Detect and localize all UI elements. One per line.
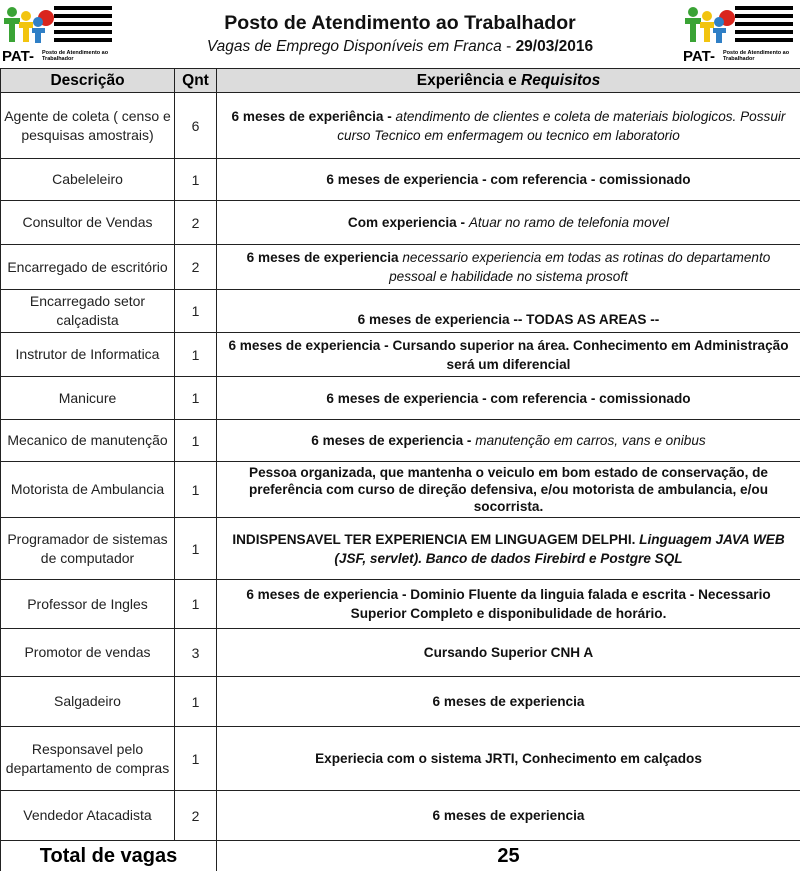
table-row (1, 333, 800, 377)
requirement-bold: 6 meses de experiencia (246, 250, 403, 265)
requirement-bold: Cursando Superior CNH A (423, 645, 594, 660)
table-row (1, 518, 800, 580)
job-description: Cabeleleiro (1, 159, 175, 201)
job-description: Mecanico de manutenção (1, 420, 175, 462)
table-row (1, 201, 800, 245)
requirement-italic: necessario experiencia em todas as rotinas do departamento pessoal e habilidade no sistema prosoft (389, 250, 771, 284)
job-description: Salgadeiro (1, 677, 175, 727)
job-quantity: 2 (175, 791, 217, 841)
job-quantity: 1 (175, 727, 217, 791)
table-row (1, 580, 800, 629)
job-quantity: 1 (175, 580, 217, 629)
requirement-italic: manutenção em carros, vans e onibus (475, 433, 706, 448)
job-requirements (217, 245, 800, 290)
column-header-requirements-plain: Experiência e (416, 71, 522, 89)
requirement-italic: atendimento de clientes e coleta de materiais biologicos. Possuir curso Tecnico em enfermagem ou tecnico em laboratorio (337, 108, 786, 143)
job-description: Promotor de vendas (1, 629, 175, 677)
job-requirements (217, 93, 800, 159)
requirement-italic: Atuar no ramo de telefonia movel (468, 215, 670, 230)
table-row (1, 462, 800, 518)
job-requirements (217, 580, 800, 629)
pat-logo-subtext: Posto de Atendimento ao Trabalhador (723, 50, 790, 62)
job-requirements (217, 201, 800, 245)
job-requirements (217, 791, 800, 841)
job-requirements (217, 727, 800, 791)
job-requirements (217, 629, 800, 677)
requirement-bold: 6 meses de experiencia (432, 808, 585, 823)
table-row (1, 420, 800, 462)
table-row (1, 791, 800, 841)
job-quantity: 2 (175, 245, 217, 290)
requirement-bold: INDISPENSAVEL TER EXPERIENCIA EM LINGUAGEM DELPHI. (232, 531, 640, 547)
pat-logo-icon (683, 4, 795, 48)
job-requirements (217, 377, 800, 420)
requirement-bold: 6 meses de experiencia - com referencia - comissionado (326, 390, 691, 406)
job-quantity: 1 (175, 333, 217, 377)
job-requirements (217, 518, 800, 580)
requirement-italic: Linguagem JAVA WEB (JSF, servlet). Banco de dados Firebird e Postgre SQL (334, 531, 785, 566)
job-quantity: 1 (175, 462, 217, 518)
pat-logo-icon (2, 4, 114, 48)
table-row (1, 377, 800, 420)
requirement-bold: 6 meses de experiencia (432, 694, 585, 709)
job-requirements (217, 333, 800, 377)
total-row (1, 841, 800, 871)
column-header-requirements (217, 69, 800, 93)
job-description: Responsavel pelo departamento de compras (1, 727, 175, 791)
job-quantity: 1 (175, 377, 217, 420)
requirement-bold: 6 meses de experiência - (231, 108, 396, 124)
job-description: Manicure (1, 377, 175, 420)
table-row (1, 727, 800, 791)
table-header-row (1, 69, 800, 93)
job-quantity: 2 (175, 201, 217, 245)
job-requirements (217, 290, 800, 333)
requirement-bold: 6 meses de experiencia - Cursando superior na área. Conhecimento em Administração será um diferencial (228, 337, 789, 372)
job-vacancies-table (0, 68, 800, 871)
pat-logo-left (2, 4, 114, 66)
job-requirements (217, 462, 800, 518)
table-row (1, 677, 800, 727)
pat-logo-label: PAT- (683, 48, 715, 65)
pat-logo-right (683, 4, 795, 66)
subtitle-separator: - (501, 38, 516, 55)
column-header-requirements-italic: Requisitos (521, 71, 601, 89)
job-requirements (217, 677, 800, 727)
subtitle-place: Vagas de Emprego Disponíveis em Franca (206, 38, 502, 55)
requirement-bold: Com experiencia - (347, 215, 469, 230)
table-row (1, 93, 800, 159)
job-description: Instrutor de Informatica (1, 333, 175, 377)
pat-logo-subtext: Posto de Atendimento ao Trabalhador (42, 50, 109, 62)
job-description: Consultor de Vendas (1, 201, 175, 245)
job-requirements (217, 420, 800, 462)
table-row (1, 290, 800, 333)
job-quantity: 6 (175, 93, 217, 159)
job-quantity: 3 (175, 629, 217, 677)
requirement-bold: 6 meses de experiencia - (311, 433, 476, 448)
job-quantity: 1 (175, 159, 217, 201)
job-quantity: 1 (175, 518, 217, 580)
table-row (1, 629, 800, 677)
job-quantity: 1 (175, 290, 217, 333)
job-description: Programador de sistemas de computador (1, 518, 175, 580)
job-description: Professor de Ingles (1, 580, 175, 629)
requirement-bold: 6 meses de experiencia - Dominio Fluente da linguia falada e escrita - Necessario Superior Completo e disponibulidade de horário. (246, 587, 771, 621)
page-header (0, 0, 800, 68)
total-label: Total de vagas (1, 841, 217, 871)
job-quantity: 1 (175, 677, 217, 727)
requirement-bold: Experiecia com o sistema JRTI, Conhecimento em calçados (315, 751, 702, 766)
table-row (1, 245, 800, 290)
job-description: Encarregado setor calçadista (1, 290, 175, 333)
page-title: Posto de Atendimento ao Trabalhador (224, 12, 576, 34)
column-header-quantity: Qnt (175, 69, 217, 93)
table-row (1, 159, 800, 201)
total-value: 25 (217, 841, 800, 871)
subtitle-date: 29/03/2016 (515, 38, 594, 55)
job-quantity: 1 (175, 420, 217, 462)
job-description: Motorista de Ambulancia (1, 462, 175, 518)
page-subtitle (120, 38, 680, 56)
job-requirements (217, 159, 800, 201)
requirement-bold: 6 meses de experiencia - com referencia - comissionado (326, 172, 691, 187)
column-header-description: Descrição (1, 69, 175, 93)
job-description: Vendedor Atacadista (1, 791, 175, 841)
requirement-bold: Pessoa organizada, que mantenha o veiculo em bom estado de conservação, de preferência com curso de direção defensiva, e/ou motorista de ambulancia, e/ou socorrista. (249, 465, 768, 514)
job-description: Encarregado de escritório (1, 245, 175, 290)
requirement-bold: 6 meses de experiencia -- TODAS AS AREAS -- (357, 312, 660, 327)
pat-logo-label: PAT- (2, 48, 34, 65)
job-description: Agente de coleta ( censo e pesquisas amostrais) (1, 93, 175, 159)
